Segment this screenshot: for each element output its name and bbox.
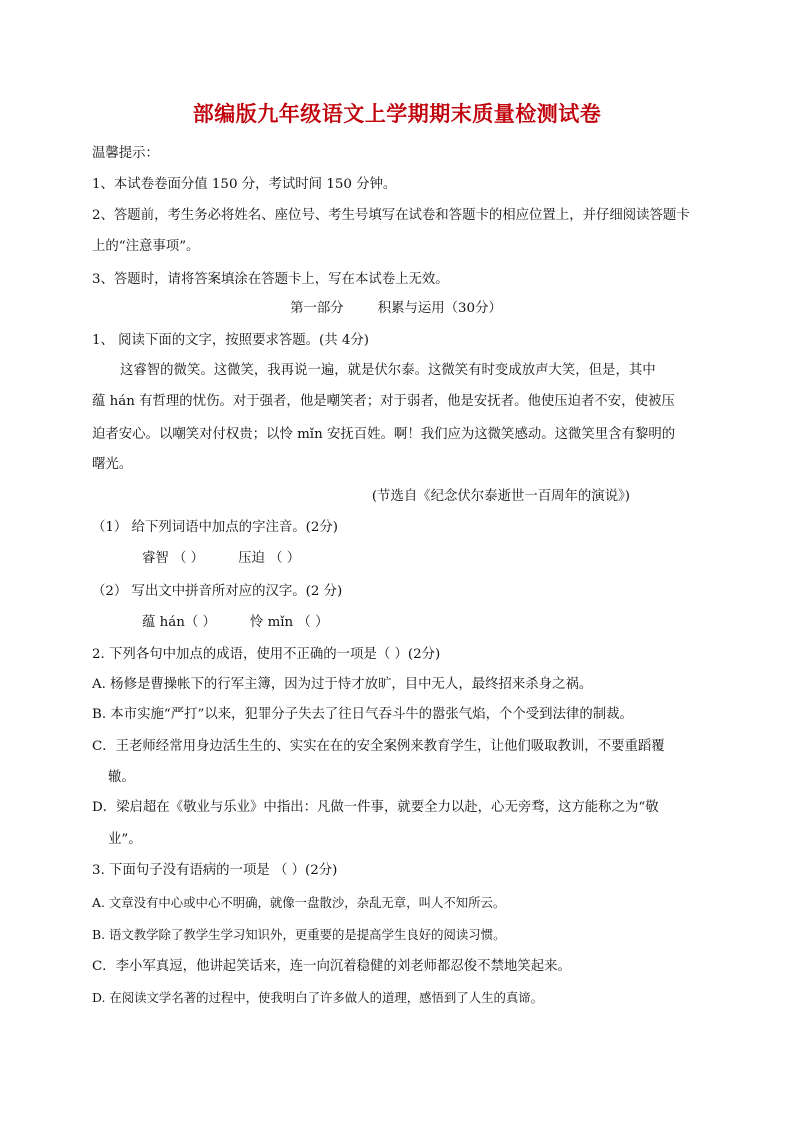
q1-sub1-items <box>92 549 700 569</box>
q1-passage-line-2: 蕴 hán 有哲理的忧伤。对于强者，他是嘲笑者；对于弱者，他是安抚者。他使压迫者不安，使被压 <box>92 394 675 409</box>
exam-title: 部编版九年级语文上学期期末质量检测试卷 <box>192 102 602 126</box>
q1-passage-line-3: 迫者安心。以嘲笑对付权贵；以怜 mǐn 安抚百姓。啊！我们应为这微笑感动。这微笑里含有黎明的 <box>92 427 676 442</box>
q1-passage-line-4: 曙光。 <box>92 457 133 472</box>
q1-sub2-items <box>92 613 700 633</box>
q1-sub1-item-1: 睿智 （ ） <box>142 551 205 566</box>
q2-stem: 2. 下列各句中加点的成语，使用不正确的一项是（ ）(2分) <box>92 647 441 662</box>
q2-option-d-cont: 业”。 <box>108 832 142 847</box>
tip-item-1: 1、本试卷卷面分值 150 分，考试时间 150 分钟。 <box>92 177 397 192</box>
q1-sub2-item-1: 蕴 hán（ ） <box>142 615 216 630</box>
tips-heading: 温馨提示： <box>92 146 159 161</box>
q1-sub2-item-2: 怜 mǐn （ ） <box>249 615 329 630</box>
q2-option-c: C．王老师经常用身边活生生的、实实在在的安全案例来教育学生，让他们吸取教训，不要重蹈覆 <box>92 739 665 754</box>
q1-stem: 1、 阅读下面的文字，按照要求答题。(共 4分) <box>92 333 370 348</box>
q1-source: (节选自《纪念伏尔泰逝世一百周年的演说》) <box>371 489 630 504</box>
q3-stem: 3. 下面句子没有语病的一项是 （ ）(2分) <box>92 863 338 878</box>
q3-option-a: A. 文章没有中心或中心不明确，就像一盘散沙，杂乱无章，叫人不知所云。 <box>92 895 506 910</box>
part1-label: 第一部分 <box>290 301 344 316</box>
q1-sub2-stem: （2） 写出文中拼音所对应的汉字。(2 分) <box>92 584 343 599</box>
tip-item-2: 2、答题前，考生务必将姓名、座位号、考生号填写在试卷和答题卡的相应位置上，并仔细阅读答题卡 <box>92 208 690 223</box>
q3-option-c: C．李小军真逗，他讲起笑话来，连一向沉着稳健的刘老师都忍俊不禁地笑起来。 <box>92 959 571 974</box>
q2-option-b: B. 本市实施“严打”以来，犯罪分子失去了往日气吞斗牛的嚣张气焰，个个受到法律的制裁。 <box>92 707 633 722</box>
tip-item-3: 3、答题时，请将答案填涂在答题卡上，写在本试卷上无效。 <box>92 272 449 287</box>
part1-heading <box>92 299 700 319</box>
q1-sub1-item-2: 压迫 （ ） <box>238 551 301 566</box>
tip-item-2-cont: 上的“注意事项”。 <box>92 239 200 254</box>
part1-title: 积累与运用（30分） <box>377 301 502 316</box>
q3-option-b: B. 语文教学除了教学生学习知识外，更重要的是提高学生良好的阅读习惯。 <box>92 927 506 942</box>
q2-option-d: D．梁启超在《敬业与乐业》中指出：凡做一件事，就要全力以赴，心无旁骛，这方能称之为“敬 <box>92 800 659 815</box>
q1-sub1-stem: （1） 给下列词语中加点的字注音。(2分) <box>92 520 338 535</box>
q1-passage-line-1: 这睿智的微笑。这微笑，我再说一遍，就是伏尔泰。这微笑有时变成放声大笑，但是，其中 <box>120 363 656 378</box>
q2-option-a: A. 杨修是曹操帐下的行军主簿，因为过于恃才放旷，目中无人，最终招来杀身之祸。 <box>92 677 593 692</box>
q3-option-d: D. 在阅读文学名著的过程中，使我明白了许多做人的道理，感悟到了人生的真谛。 <box>92 990 544 1005</box>
q2-option-c-cont: 辙。 <box>108 770 135 785</box>
